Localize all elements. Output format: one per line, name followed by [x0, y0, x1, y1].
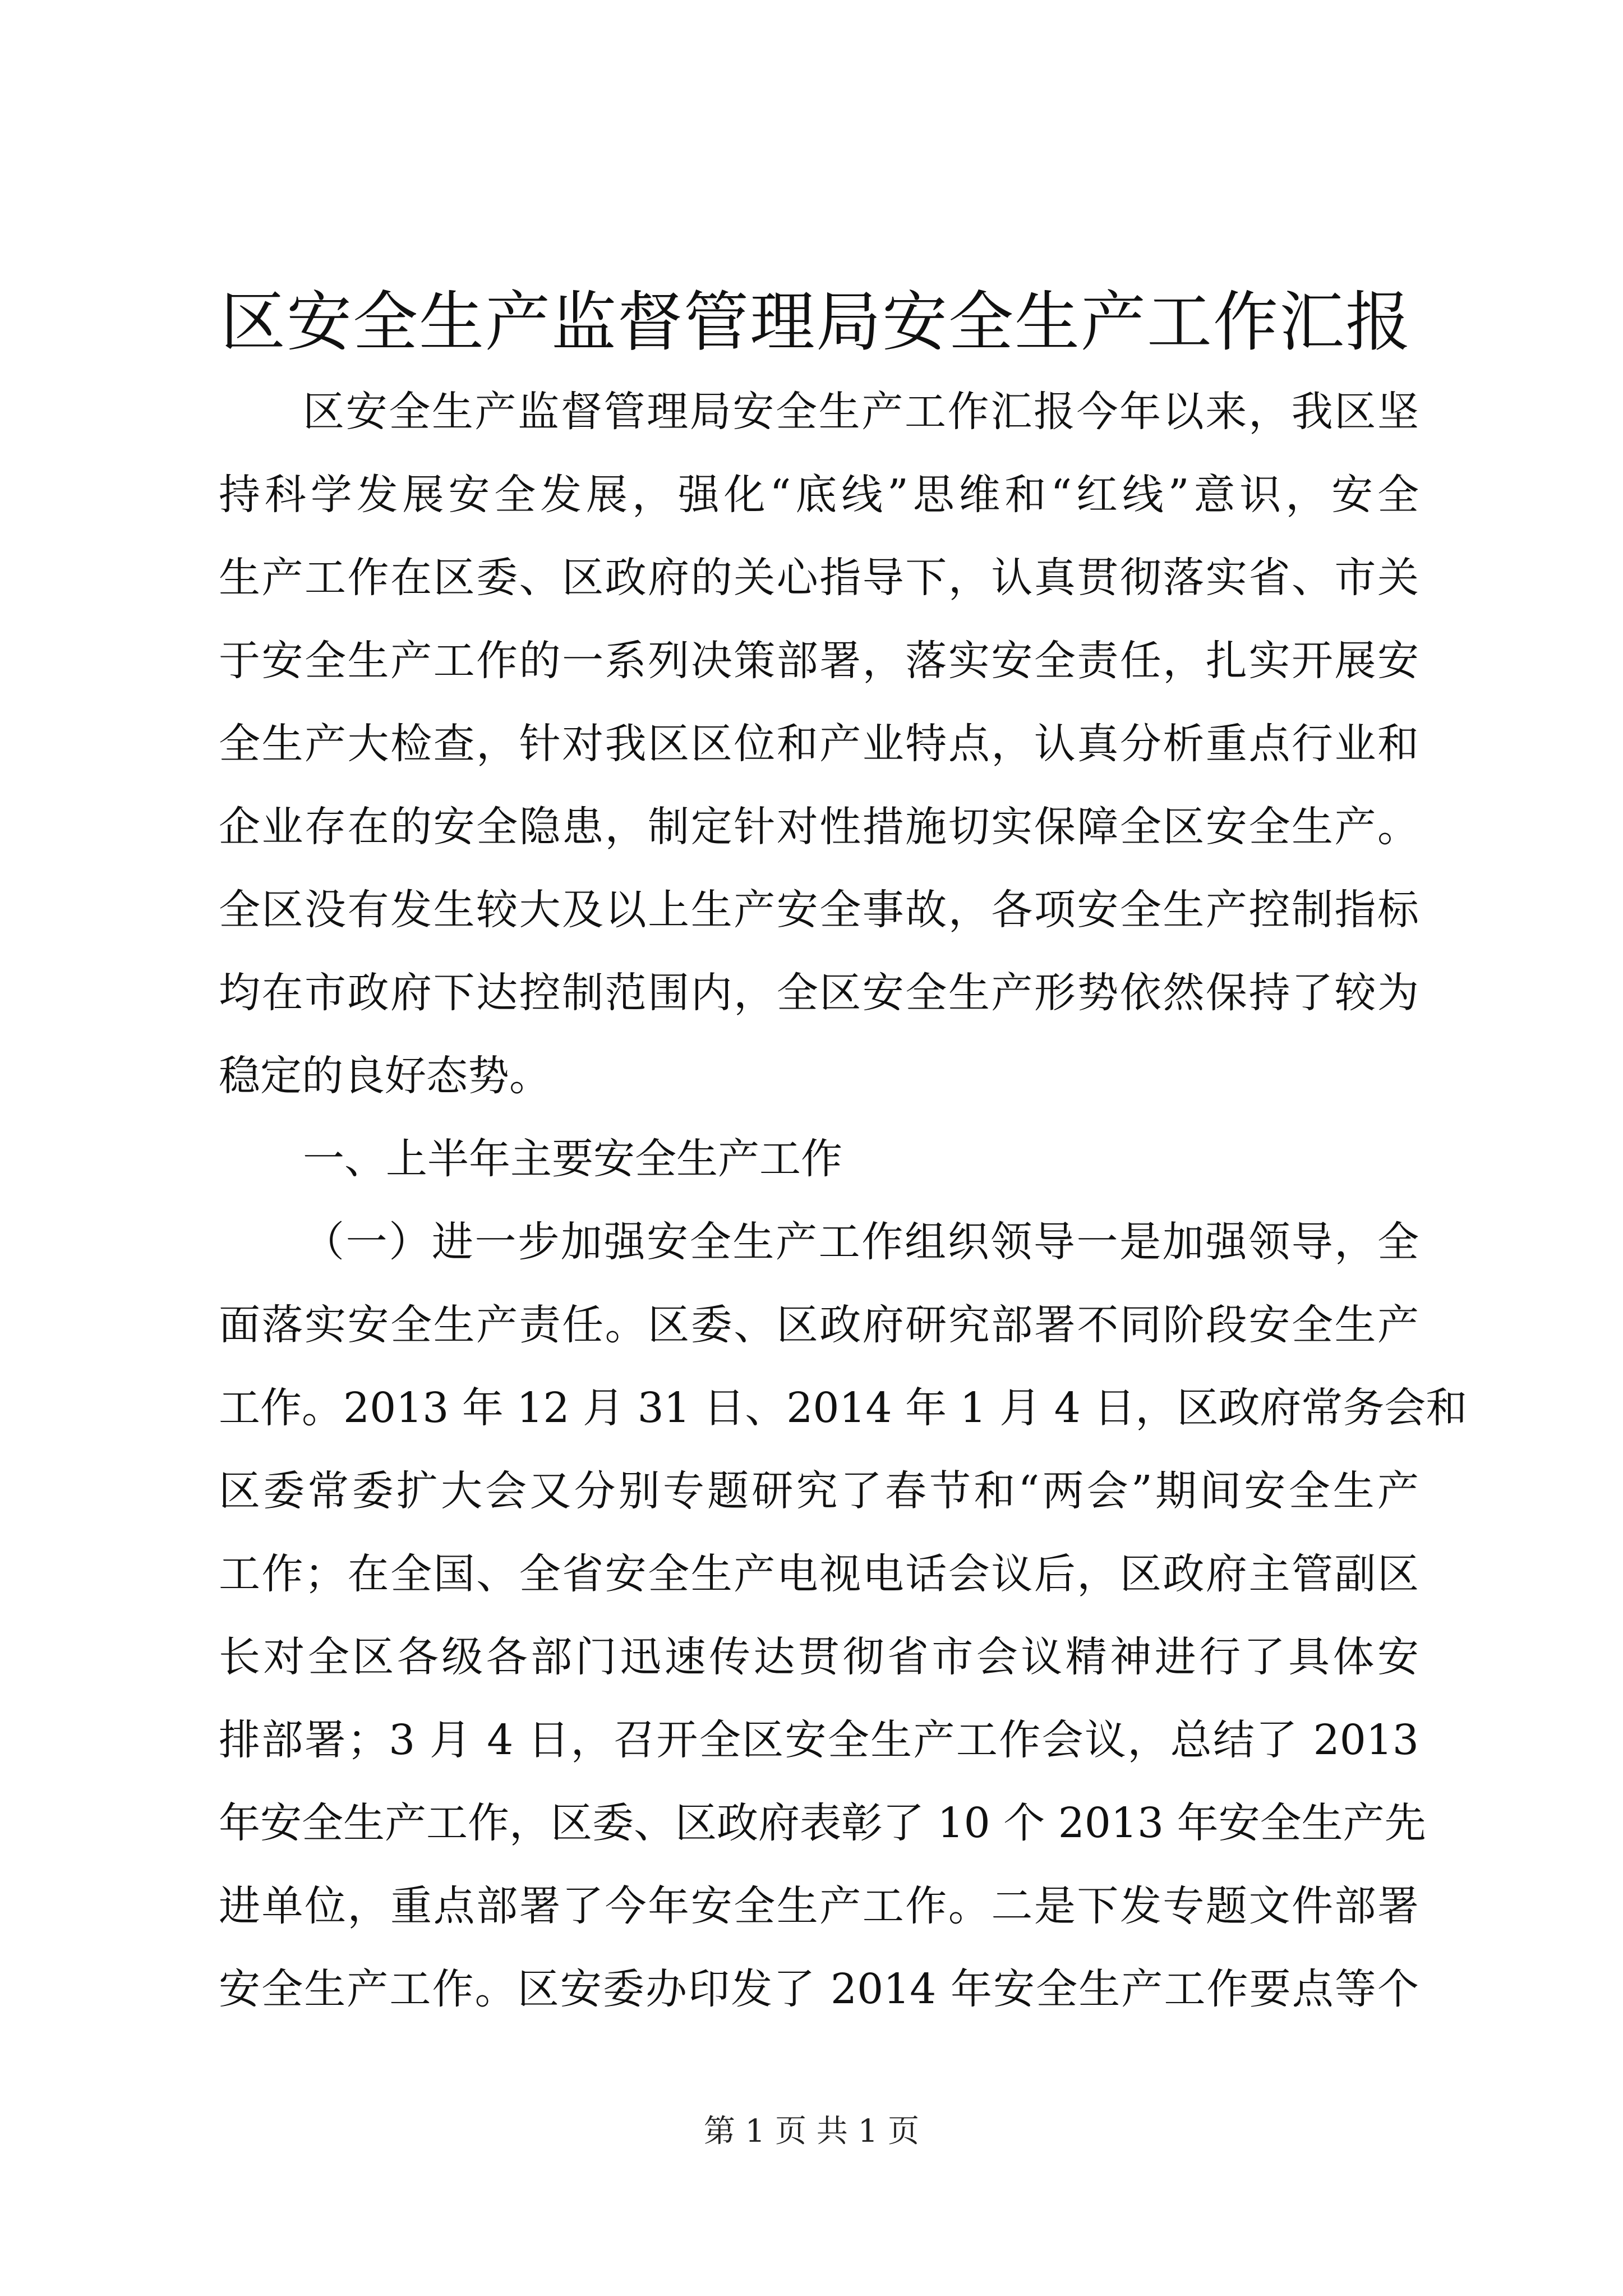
body-line: 年安全生产工作，区委、区政府表彰了 10 个 2013 年安全生产先	[219, 1799, 1426, 1847]
section-heading: 一、上半年主要安全生产工作	[303, 1135, 842, 1183]
body-line: 均在市政府下达控制范围内，全区安全生产形势依然保持了较为	[219, 969, 1419, 1017]
body-line: 进单位，重点部署了今年安全生产工作。二是下发专题文件部署	[219, 1882, 1419, 1930]
document-title: 区安全生产监督管理局安全生产工作汇报	[220, 284, 1412, 360]
body-line: 工作。2013 年 12 月 31 日、2014 年 1 月 4 日，区政府常务会和	[219, 1384, 1468, 1432]
body-line: 工作；在全国、全省安全生产电视电话会议后，区政府主管副区	[219, 1550, 1419, 1598]
document-body	[219, 370, 1468, 2031]
page-footer: 第 1 页 共 1 页	[703, 2113, 920, 2150]
body-line: 全区没有发生较大及以上生产安全事故，各项安全生产控制指标	[219, 886, 1419, 934]
body-line: 区委常委扩大会又分别专题研究了春节和“两会”期间安全生产	[219, 1467, 1419, 1515]
body-line: 稳定的良好态势。	[219, 1052, 551, 1100]
body-line: 持科学发展安全发展，强化“底线”思维和“红线”意识，安全	[219, 471, 1419, 519]
body-line: 排部署；3 月 4 日，召开全区安全生产工作会议，总结了 2013	[219, 1716, 1419, 1764]
body-line: （一）进一步加强安全生产工作组织领导一是加强领导，全	[303, 1218, 1419, 1266]
body-line: 于安全生产工作的一系列决策部署，落实安全责任，扎实开展安	[219, 637, 1419, 685]
body-line: 长对全区各级各部门迅速传达贯彻省市会议精神进行了具体安	[219, 1633, 1419, 1681]
body-line: 全生产大检查，针对我区区位和产业特点，认真分析重点行业和	[219, 720, 1419, 768]
body-line: 区安全生产监督管理局安全生产工作汇报今年以来，我区坚	[303, 388, 1419, 436]
body-line: 生产工作在区委、区政府的关心指导下，认真贯彻落实省、市关	[219, 554, 1419, 602]
body-line: 安全生产工作。区安委办印发了 2014 年安全生产工作要点等个	[219, 1965, 1419, 2013]
body-line: 企业存在的安全隐患，制定针对性措施切实保障全区安全生产。	[219, 803, 1419, 851]
body-line: 面落实安全生产责任。区委、区政府研究部署不同阶段安全生产	[219, 1301, 1419, 1349]
